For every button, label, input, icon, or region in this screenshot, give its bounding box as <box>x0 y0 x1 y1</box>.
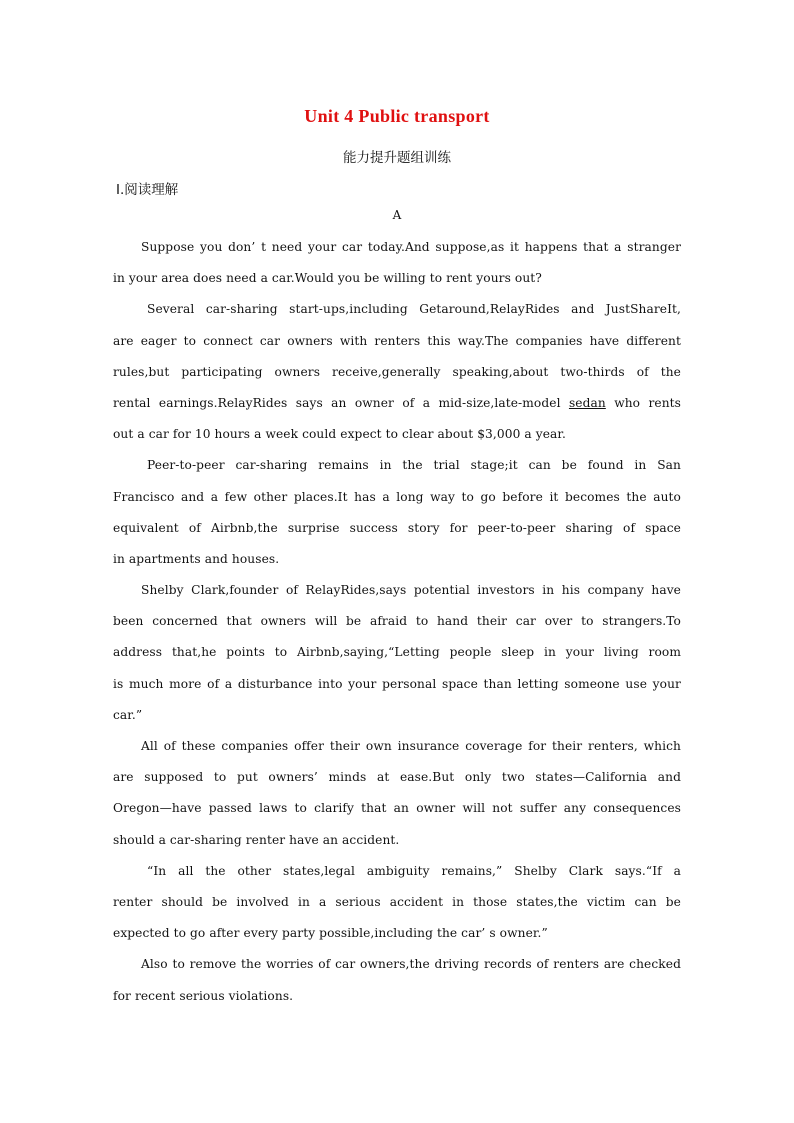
passage-body <box>113 232 681 1012</box>
text-line: Suppose you don’ t need your car today.And suppose,as it happens that a stranger <box>141 240 681 254</box>
text-line: car.” <box>113 707 143 722</box>
passage-label: A <box>392 208 402 222</box>
page-subtitle: 能力提升题组训练 <box>343 150 451 166</box>
underlined-word-sedan: sedan <box>568 395 606 410</box>
text-line: rules,but participating owners receive,generally speaking,about two-thirds of the <box>113 364 681 379</box>
text-line: in your area does need a car.Would you be willing to rent yours out? <box>113 271 542 286</box>
section-heading: Ⅰ.阅读理解 <box>116 182 179 198</box>
text-line: are supposed to put owners’ minds at ease.But only two states—California and <box>113 770 681 785</box>
text-line: equivalent of Airbnb,the surprise success story for peer-to-peer sharing of space <box>113 520 681 535</box>
text-line: Shelby Clark,founder of RelayRides,says potential investors in his company have <box>141 583 681 598</box>
text-line: Several car-sharing start-ups,including Getaround,RelayRides and JustShareIt, <box>147 302 681 317</box>
text-line: expected to go after every party possible,including the car’ s owner.” <box>113 926 548 941</box>
text-line: Oregon—have passed laws to clarify that an owner will not suffer any consequences <box>113 801 681 816</box>
text-fragment: rental earnings.RelayRides says an owner of a mid-size,late-model <box>113 395 561 410</box>
page-title: Unit 4 Public transport <box>304 106 490 126</box>
text-line <box>113 388 681 419</box>
text-line: Also to remove the worries of car owners,the driving records of renters are checked <box>141 957 681 972</box>
text-line: are eager to connect car owners with renters this way.The companies have different <box>113 333 681 348</box>
text-line: Peer-to-peer car-sharing remains in the trial stage;it can be found in San <box>147 458 681 473</box>
text-line: for recent serious violations. <box>113 988 294 1003</box>
text-line: out a car for 10 hours a week could expect to clear about $3,000 a year. <box>113 427 566 442</box>
text-line: been concerned that owners will be afraid to hand their car over to strangers.To <box>113 614 681 629</box>
text-line: renter should be involved in a serious accident in those states,the victim can be <box>113 894 681 909</box>
text-line: “In all the other states,legal ambiguity remains,” Shelby Clark says.“If a <box>147 863 681 878</box>
text-line: All of these companies offer their own insurance coverage for their renters, which <box>141 739 681 753</box>
text-line: in apartments and houses. <box>113 551 280 566</box>
text-line: address that,he points to Airbnb,saying,“Letting people sleep in your living room <box>113 645 681 660</box>
text-line: is much more of a disturbance into your personal space than letting someone use your <box>113 676 681 691</box>
text-fragment: who rents <box>614 395 681 410</box>
text-line: should a car-sharing renter have an accident. <box>113 832 400 847</box>
text-line: Francisco and a few other places.It has a long way to go before it becomes the auto <box>113 489 681 504</box>
